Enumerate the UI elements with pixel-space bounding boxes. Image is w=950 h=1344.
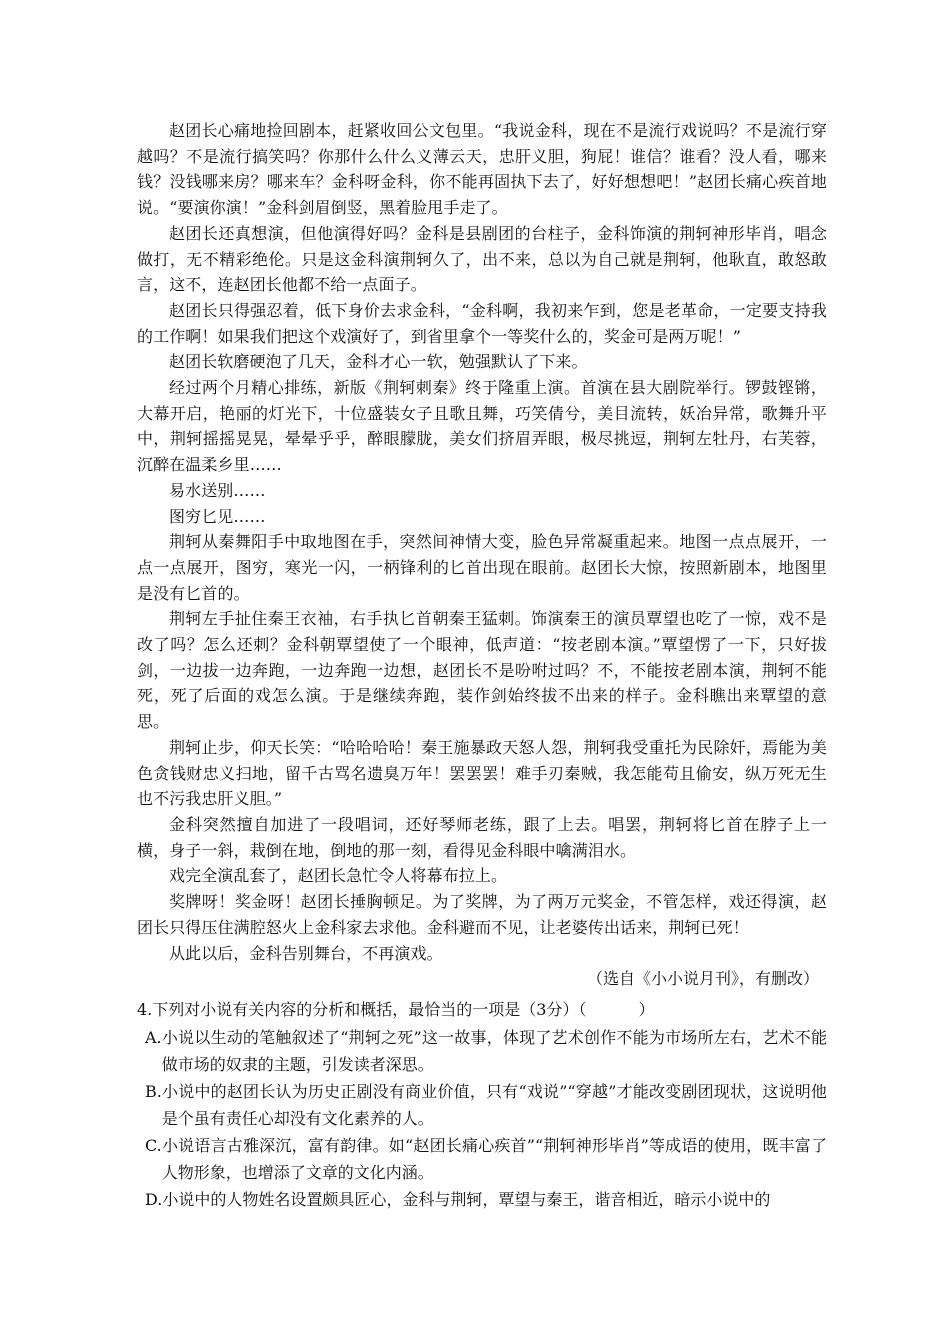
option-d: D.小说中的人物姓名设置颇具匠心，金科与荆轲，覃望与秦王，谐音相近，暗示小说中的 <box>145 1190 771 1209</box>
story-paragraph: 图穷匕见…… <box>169 506 266 526</box>
source-citation: （选自《小小说月刊》，有删改） <box>586 969 819 989</box>
option-c: C.小说语言古雅深沉，富有韵律。如“赵团长痛心疾首”“荆轲神形毕肖”等成语的使用，既丰富了人物形象，也增添了文章的文化内涵。 <box>145 1136 827 1182</box>
story-paragraph: 赵团长软磨硬泡了几天，金科才心一软，勉强默认了下来。 <box>169 352 588 372</box>
option-b: B.小说中的赵团长认为历史正剧没有商业价值，只有“戏说”“穿越”才能改变剧团现状，这说明他是个虽有责任心却没有文化素养的人。 <box>145 1082 827 1128</box>
question-stem-close: ） <box>638 1000 655 1019</box>
option-a: A.小说以生动的笔触叙述了“荆轲之死”这一故事，体现了艺术创作不能为市场所左右，艺术不能做市场的奴隶的主题，引发读者深思。 <box>145 1028 827 1074</box>
story-paragraph: 奖牌呀！奖金呀！赵团长捶胸顿足。为了奖牌，为了两万元奖金，不管怎样，戏还得演，赵团长只得压住满腔怒火上金科家去求他。金科避而不见，让老婆传出话来，荆轲已死！ <box>137 892 827 937</box>
story-paragraph: 赵团长只得强忍着，低下身价去求金科，“金科啊，我初来乍到，您是老革命，一定要支持我的工作啊！如果我们把这个戏演好了，到省里拿个一等奖什么的，奖金可是两万呢！” <box>137 300 827 346</box>
story-paragraph: 赵团长还真想演，但他演得好吗？金科是县剧团的台柱子，金科饰演的荆轲神形毕肖，唱念做打，无不精彩绝伦。只是这金科演荆轲久了，出不来，总以为自己就是荆轲，他耿直，敢怒敢言，这不，连赵团长他都不给一点面子。 <box>137 223 827 295</box>
story-paragraph: 荆轲左手扯住秦王衣袖，右手执匕首朝秦王猛刺。饰演秦王的演员覃望也吃了一惊，戏不是改了吗？怎么还刺？金科朝覃望使了一个眼神，低声道：“按老剧本演。”覃望愣了一下，只好拔剑，一边拔一边奔跑，一边奔跑一边想，赵团长不是吩咐过吗？不，不能按老剧本演，荆轲不能死，死了后面的戏怎么演。于是继续奔跑，装作剑始终拔不出来的样子。金科瞧出来覃望的意思。 <box>137 609 827 732</box>
story-paragraph: 金科突然擅自加进了一段唱词，还好琴师老练，跟了上去。唱罢，荆轲将匕首在脖子上一横，身子一斜，栽倒在地，倒地的那一刻，看得见金科眼中噙满泪水。 <box>137 814 827 860</box>
question-4 <box>137 996 827 1213</box>
story-paragraph: 戏完全演乱套了，赵团长急忙令人将幕布拉上。 <box>169 866 508 886</box>
story-paragraph: 易水送别…… <box>169 480 266 500</box>
story-paragraph: 赵团长心痛地捡回剧本，赶紧收回公文包里。“我说金科，现在不是流行戏说吗？不是流行穿越吗？不是流行搞笑吗？你那什么什么义薄云天，忠肝义胆，狗屁！谁信？谁看？没人看，哪来钱？没钱哪来房？哪来车？金科呀金科，你不能再固执下去了，好好想想吧！”赵团长痛心疾首地说。“要演你演！”金科剑眉倒竖，黑着脸甩手走了。 <box>137 121 827 218</box>
story-paragraph: 荆轲从秦舞阳手中取地图在手，突然间神情大变，脸色异常凝重起来。地图一点点展开，一点一点展开，图穷，寒光一闪，一柄锋利的匕首出现在眼前。赵团长大惊，按照新剧本，地图里是没有匕首的。 <box>137 532 827 603</box>
story-paragraph: 从此以后，金科告别舞台，不再演戏。 <box>169 943 443 963</box>
story-paragraph: 经过两个月精心排练，新版《荆轲刺秦》终于隆重上演。首演在县大剧院举行。锣鼓铿锵，大幕开启，艳丽的灯光下，十位盛装女子且歌且舞，巧笑倩兮，美目流转，妖冶异常，歌舞升平中，荆轲摇摇晃晃，晕晕乎乎，醉眼朦胧，美女们挤眉弄眼，极尽挑逗，荆轲左牡丹，右芙蓉，沉醉在温柔乡里…… <box>137 378 827 475</box>
question-stem <box>137 996 827 1024</box>
story-text <box>137 118 827 992</box>
question-stem-text: 4.下列对小说有关内容的分析和概括，最恰当的一项是（3分）（ <box>137 1000 587 1019</box>
story-paragraph: 荆轲止步，仰天长笑：“哈哈哈哈！秦王施暴政天怒人怨，荆轲我受重托为民除奸，焉能为美色贪钱财忠义扫地，留千古骂名遗臭万年！罢罢罢！难手刃秦贼，我怎能苟且偷安，纵万死无生也不污我忠肝义胆。” <box>137 737 827 809</box>
